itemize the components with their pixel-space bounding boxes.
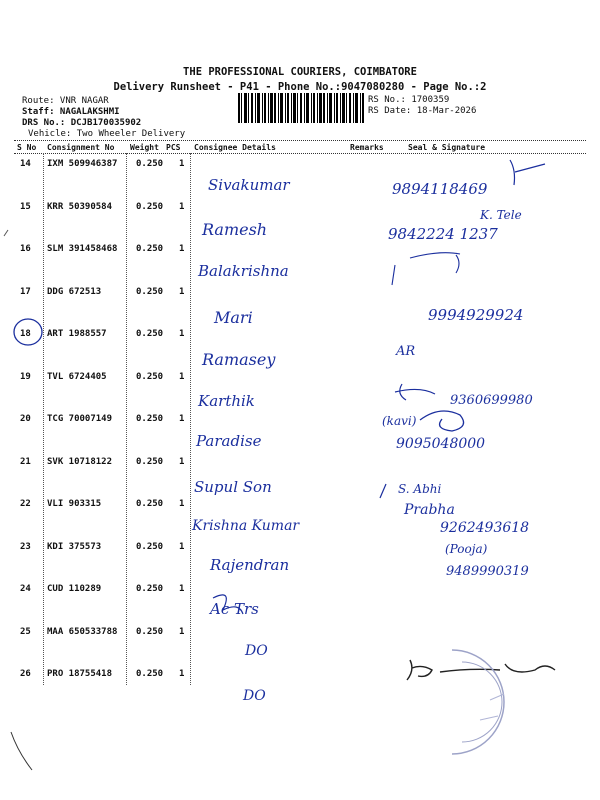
signature-mark <box>420 411 464 431</box>
consignee-name-23: Rajendran <box>210 556 290 574</box>
row-consignment-no: CUD 110289 <box>47 584 102 594</box>
signature-mark <box>456 255 459 273</box>
receiver-phone: 9894118469 <box>392 180 488 198</box>
vehicle-label: Vehicle: Two Wheeler Delivery <box>28 129 186 139</box>
consignee-name-18: Ramasey <box>202 350 276 369</box>
row-weight: 0.250 <box>136 626 164 637</box>
circle-mark <box>14 319 42 345</box>
row-pcs: 1 <box>179 669 185 679</box>
remark-note: AR <box>396 344 416 359</box>
staff-label: Staff: NAGALAKSHMI <box>22 107 120 117</box>
remark-note: Prabha <box>404 502 455 518</box>
row-weight: 0.250 <box>136 286 164 297</box>
row-weight: 0.250 <box>136 371 164 382</box>
seal-stamp <box>452 650 504 754</box>
runsheet-title: Delivery Runsheet - P41 - Phone No.:9047080280 - Page No.:2 <box>113 81 487 93</box>
receiver-phone: 9994929924 <box>428 306 524 324</box>
row-consignment-no: MAA 650533788 <box>47 626 118 637</box>
rs-number: RS No.: 1700359 <box>368 95 450 105</box>
consignee-name-24: Ac Trs <box>210 600 259 618</box>
row-consignment-no: KRR 50390584 <box>47 201 113 212</box>
receiver-phone: 9842224 1237 <box>388 225 498 243</box>
row-pcs: 1 <box>179 244 185 254</box>
row-pcs: 1 <box>179 456 185 467</box>
row-pcs: 1 <box>179 414 185 424</box>
row-sno: 24 <box>20 584 31 594</box>
row-weight: 0.250 <box>136 159 164 169</box>
row-sno: 18 <box>20 329 31 339</box>
col-pcs-header: PCS <box>166 143 181 152</box>
row-sno: 15 <box>20 201 31 212</box>
row-sno: 22 <box>20 499 31 509</box>
row-weight: 0.250 <box>136 329 164 339</box>
row-pcs: 1 <box>179 286 185 297</box>
row-weight: 0.250 <box>136 456 164 467</box>
signature-mark <box>380 484 386 498</box>
row-consignment-no: ART 1988557 <box>47 329 107 339</box>
row-sno: 21 <box>20 456 31 467</box>
signature-mark <box>510 160 545 185</box>
row-sno: 19 <box>20 371 31 382</box>
receiver-phone: 9360699980 <box>450 393 533 408</box>
row-pcs: 1 <box>179 626 185 637</box>
consignee-name-19: Karthik <box>198 392 255 410</box>
rs-date: RS Date: 18-Mar-2026 <box>368 106 477 116</box>
row-sno: 17 <box>20 286 31 297</box>
row-sno: 14 <box>20 159 31 169</box>
row-weight: 0.250 <box>136 201 164 212</box>
col-seal-header: Seal & Signature <box>408 143 486 152</box>
row-pcs: 1 <box>179 371 185 382</box>
col-consignee-header: Consignee Details <box>194 143 276 152</box>
row-weight: 0.250 <box>136 669 164 679</box>
row-consignment-no: KDI 375573 <box>47 541 102 552</box>
row-pcs: 1 <box>179 499 185 509</box>
consignee-name-15: Ramesh <box>202 220 268 239</box>
row-pcs: 1 <box>179 159 185 169</box>
consignee-name-17: Mari <box>214 308 253 327</box>
consignee-name-14: Sivakumar <box>208 176 290 194</box>
row-pcs: 1 <box>179 329 185 339</box>
row-sno: 25 <box>20 626 31 637</box>
col-sno-header: S No <box>17 143 37 152</box>
row-weight: 0.250 <box>136 584 164 594</box>
row-consignment-no: PRO 18755418 <box>47 669 113 679</box>
company-title: THE PROFESSIONAL COURIERS, COIMBATORE <box>183 66 417 78</box>
row-weight: 0.250 <box>136 244 164 254</box>
row-consignment-no: TVL 6724405 <box>47 371 107 382</box>
consignee-name-26: DO <box>243 688 266 704</box>
col-consignment-header: Consignment No <box>47 143 115 152</box>
consignee-name-20: Paradise <box>196 432 262 450</box>
row-weight: 0.250 <box>136 499 164 509</box>
signature-mark <box>407 660 555 680</box>
row-sno: 20 <box>20 414 31 424</box>
signature-mark <box>392 253 460 285</box>
receiver-phone: 9262493618 <box>440 520 530 536</box>
row-consignment-no: SVK 10718122 <box>47 456 113 467</box>
row-consignment-no: TCG 70007149 <box>47 414 113 424</box>
row-consignment-no: DDG 672513 <box>47 286 102 297</box>
remark-note: S. Abhi <box>398 482 442 496</box>
row-sno: 23 <box>20 541 31 552</box>
row-sno: 26 <box>20 669 31 679</box>
receiver-phone: 9095048000 <box>396 436 486 452</box>
row-consignment-no: IXM 509946387 <box>47 159 118 169</box>
row-pcs: 1 <box>179 541 185 552</box>
remark-note: (Pooja) <box>445 542 488 556</box>
col-remarks-header: Remarks <box>350 143 384 152</box>
col-weight-header: Weight <box>130 143 159 152</box>
remark-note: (kavi) <box>382 414 417 428</box>
row-consignment-no: SLM 391458468 <box>47 244 118 254</box>
route-label: Route: VNR NAGAR <box>22 96 109 106</box>
consignee-name-16: Balakrishna <box>198 262 289 280</box>
drs-number: DRS No.: DCJB170035902 <box>22 118 142 128</box>
pen-stroke <box>11 732 32 770</box>
consignee-name-21: Supul Son <box>194 478 272 496</box>
row-sno: 16 <box>20 244 31 254</box>
row-weight: 0.250 <box>136 541 164 552</box>
row-pcs: 1 <box>179 584 185 594</box>
remark-note: K. Tele <box>480 208 522 222</box>
consignee-name-22: Krishna Kumar <box>192 518 300 534</box>
row-consignment-no: VLI 903315 <box>47 499 102 509</box>
row-pcs: 1 <box>179 201 185 212</box>
signature-mark <box>395 384 435 400</box>
row-weight: 0.250 <box>136 414 164 424</box>
consignee-name-25: DO <box>245 643 268 659</box>
receiver-phone: 9489990319 <box>446 564 529 579</box>
pen-stroke <box>4 230 8 236</box>
